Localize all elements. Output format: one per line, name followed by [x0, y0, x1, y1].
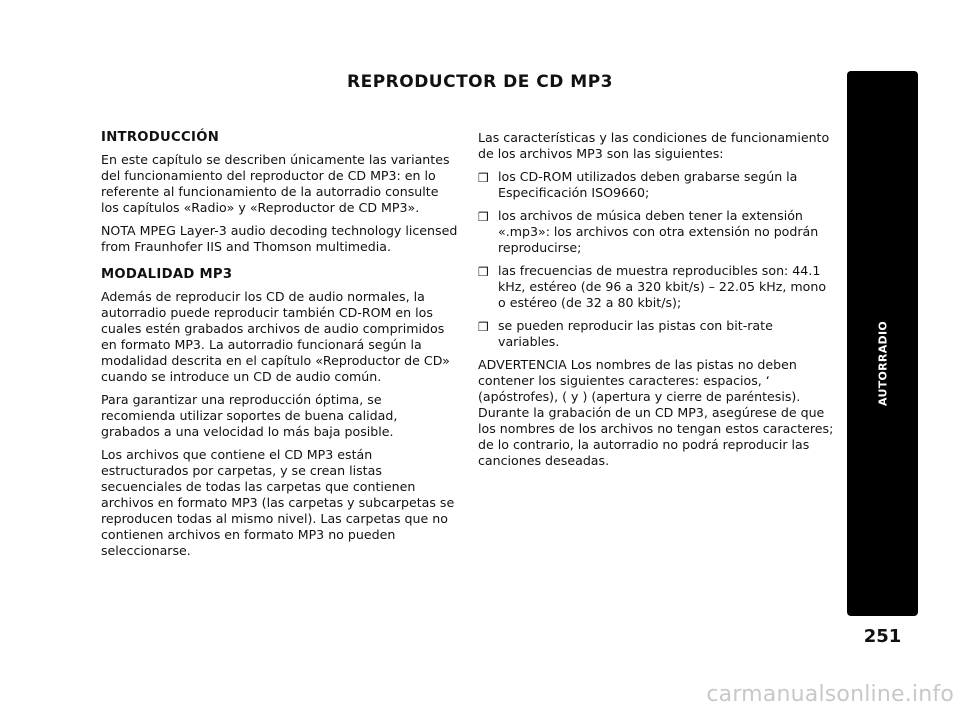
paragraph-recommendation: Para garantizar una reproducción óptima, se recomienda utilizar soportes de buena calidad, grabados a una velocidad lo más baja posible. [101, 392, 398, 439]
page-title: REPRODUCTOR DE CD MP3 [346, 72, 613, 92]
left-column [101, 130, 459, 566]
list-item-text: los CD-ROM utilizados deben grabarse según la Especificación ISO9660; [498, 169, 798, 200]
watermark: carmanualsonline.info [706, 682, 954, 707]
list-item [478, 263, 836, 311]
section-heading-introduccion: INTRODUCCIÓN [101, 130, 220, 145]
right-column [478, 130, 836, 476]
list-item [478, 208, 836, 256]
section-heading-modalidad-mp3: MODALIDAD MP3 [101, 267, 233, 282]
paragraph-characteristics: Las características y las condiciones de funcionamiento de los archivos MP3 son las siguientes: [478, 130, 830, 161]
paragraph-warning: ADVERTENCIA Los nombres de las pistas no deben contener los siguientes caracteres: espacios, ‘ (apóstrofes), ( y ) (apertura y cierre de paréntesis). Durante la grabación de un CD MP3, asegúrese de que los nombres de los archivos no tengan estos caracteres; de lo contrario, la autorradio no podrá reproducir las canciones deseadas. [478, 357, 834, 468]
characteristics-list [478, 169, 836, 350]
checkbox-bullet-icon: ❒ [478, 320, 489, 334]
list-item [478, 169, 836, 201]
list-item [478, 318, 836, 350]
list-item-text: se pueden reproducir las pistas con bit-rate variables. [498, 318, 773, 349]
list-item-text: las frecuencias de muestra reproducibles son: 44.1 kHz, estéreo (de 96 a 320 kbit/s) – 22.05 kHz, mono o estéreo (de 32 a 80 kbit/s); [498, 263, 827, 310]
list-item-text: los archivos de música deben tener la extensión «.mp3»: los archivos con otra extensión no podrán reproducirse; [498, 208, 819, 255]
checkbox-bullet-icon: ❒ [478, 265, 489, 279]
checkbox-bullet-icon: ❒ [478, 210, 489, 224]
paragraph-note: NOTA MPEG Layer-3 audio decoding technology licensed from Fraunhofer IIS and Thomson multimedia. [101, 223, 458, 254]
chapter-tab-label: AUTORRADIO [876, 321, 890, 407]
checkbox-bullet-icon: ❒ [478, 171, 489, 185]
paragraph-modalidad: Además de reproducir los CD de audio normales, la autorradio puede reproducir también CD-ROM en los cuales estén grabados archivos de audio comprimidos en formato MP3. La autorradio funcionará según la modalidad descrita en el capítulo «Reproductor de CD» cuando se introduce un CD de audio común. [101, 289, 450, 384]
page-number: 251 [863, 626, 902, 647]
paragraph-folders: Los archivos que contiene el CD MP3 están estructurados por carpetas, y se crean listas secuenciales de todas las carpetas que contienen archivos en formato MP3 (las carpetas y subcarpetas se reproducen todas al mismo nivel). Las carpetas que no contienen archivos en formato MP3 no pueden seleccionarse. [101, 447, 455, 558]
paragraph-intro: En este capítulo se describen únicamente las variantes del funcionamiento del reproductor de CD MP3: en lo referente al funcionamiento de la autorradio consulte los capítulos «Radio» y «Reproductor de CD MP3». [101, 152, 450, 215]
